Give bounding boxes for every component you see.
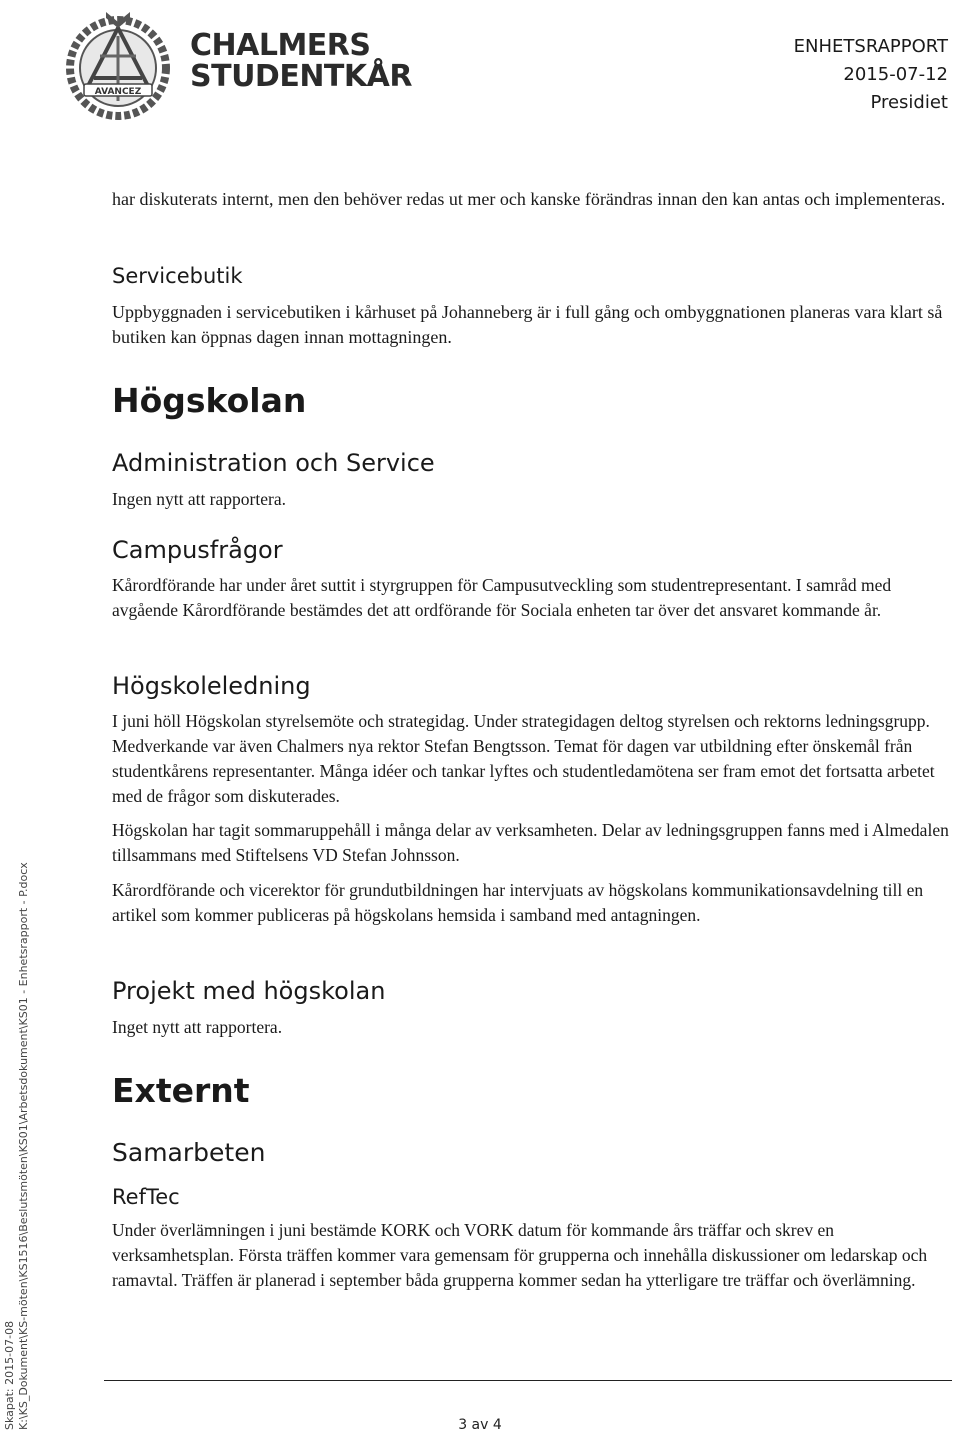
hogskoleledning-paragraph-1: I juni höll Högskolan styrelsemöte och strategidag. Under strategidagen deltog styrelsen och rektorns ledningsgrupp. Medverkande var även Chalmers nya rektor Stefan Bengtsson. Temat för dagen var utbildning efter önskemål från studentkårens representanter. Många idéer och tankar lyftes och studentledamötena ser fram emot det fortsatta arbetet med de frågor som diskuterades. [112, 711, 935, 806]
footer-divider [104, 1380, 952, 1381]
chalmers-studentkar-wordmark [190, 30, 412, 92]
administration-paragraph: Ingen nytt att rapportera. [112, 489, 286, 509]
hogskoleledning-paragraph-3: Kårordförande och vicerektor för grundutbildningen har intervjuats av högskolans kommunikationsavdelning till en artikel som kommer publiceras på högskolans hemsida i samband med antagningen. [112, 880, 924, 925]
chalmers-emblem-logo [58, 6, 178, 122]
campusfragor-heading: Campusfrågor [112, 536, 283, 564]
document-date: 2015-07-12 [843, 64, 948, 85]
emblem-motto: AVANCEZ [94, 87, 142, 97]
hogskoleledning-heading: Högskoleledning [112, 672, 311, 700]
samarbeten-heading: Samarbeten [112, 1138, 266, 1167]
campusfragor-paragraph: Kårordförande har under året suttit i styrgruppen för Campusutveckling som studentrepresentant. I samråd med avgående Kårordförande bestämdes det att ordförande för Sociala enheten tar över det ansvaret kommande år. [112, 575, 892, 620]
side-margin-metadata [0, 0, 40, 1435]
document-type: ENHETSRAPPORT [793, 36, 948, 57]
projekt-heading: Projekt med högskolan [112, 977, 386, 1005]
servicebutik-paragraph: Uppbyggnaden i servicebutiken i kårhuset på Johanneberg är i full gång och ombyggnationen planeras vara klart så butiken kan öppnas dagen innan mottagningen. [112, 302, 943, 347]
externt-heading: Externt [112, 1071, 250, 1110]
projekt-paragraph: Inget nytt att rapportera. [112, 1017, 283, 1037]
servicebutik-heading: Servicebutik [112, 264, 243, 288]
side-file-path: K:\KS_Dokument\KS-möten\KS1516\Beslutsmöten\KS01\Arbetsdokument\KS01 - Enhetsrapport - P.docx [17, 862, 30, 1430]
document-unit: Presidiet [870, 92, 948, 113]
reftec-heading: RefTec [112, 1185, 180, 1209]
reftec-paragraph: Under överlämningen i juni bestämde KORK och VORK datum för kommande års träffar och skrev en verksamhetsplan. Första träffen kommer vara gemensam för grupperna och innehålla diskussioner om ledarskap och ramavtal. Träffen är planerad i september båda grupperna kommer sedan ha ytterligare tre träffar och överlämning. [112, 1220, 928, 1290]
administration-heading: Administration och Service [112, 449, 435, 477]
page-number: 3 av 4 [458, 1417, 502, 1433]
logo-line-chalmers: CHALMERS [190, 28, 371, 63]
hogskoleledning-paragraph-2: Högskolan har tagit sommaruppehåll i många delar av verksamheten. Delar av ledningsgruppen fanns med i Almedalen tillsammans med Stiftelsens VD Stefan Johnsson. [112, 820, 949, 865]
hogskolan-heading: Högskolan [112, 381, 307, 420]
document-header-meta [794, 33, 948, 117]
logo-line-studentkar: STUDENTKÅR [190, 59, 412, 94]
intro-paragraph: har diskuterats internt, men den behöver redas ut mer och kanske förändras innan den kan antas och implementeras. [112, 189, 946, 209]
side-created-date: Skapat: 2015-07-08 [3, 1320, 16, 1430]
